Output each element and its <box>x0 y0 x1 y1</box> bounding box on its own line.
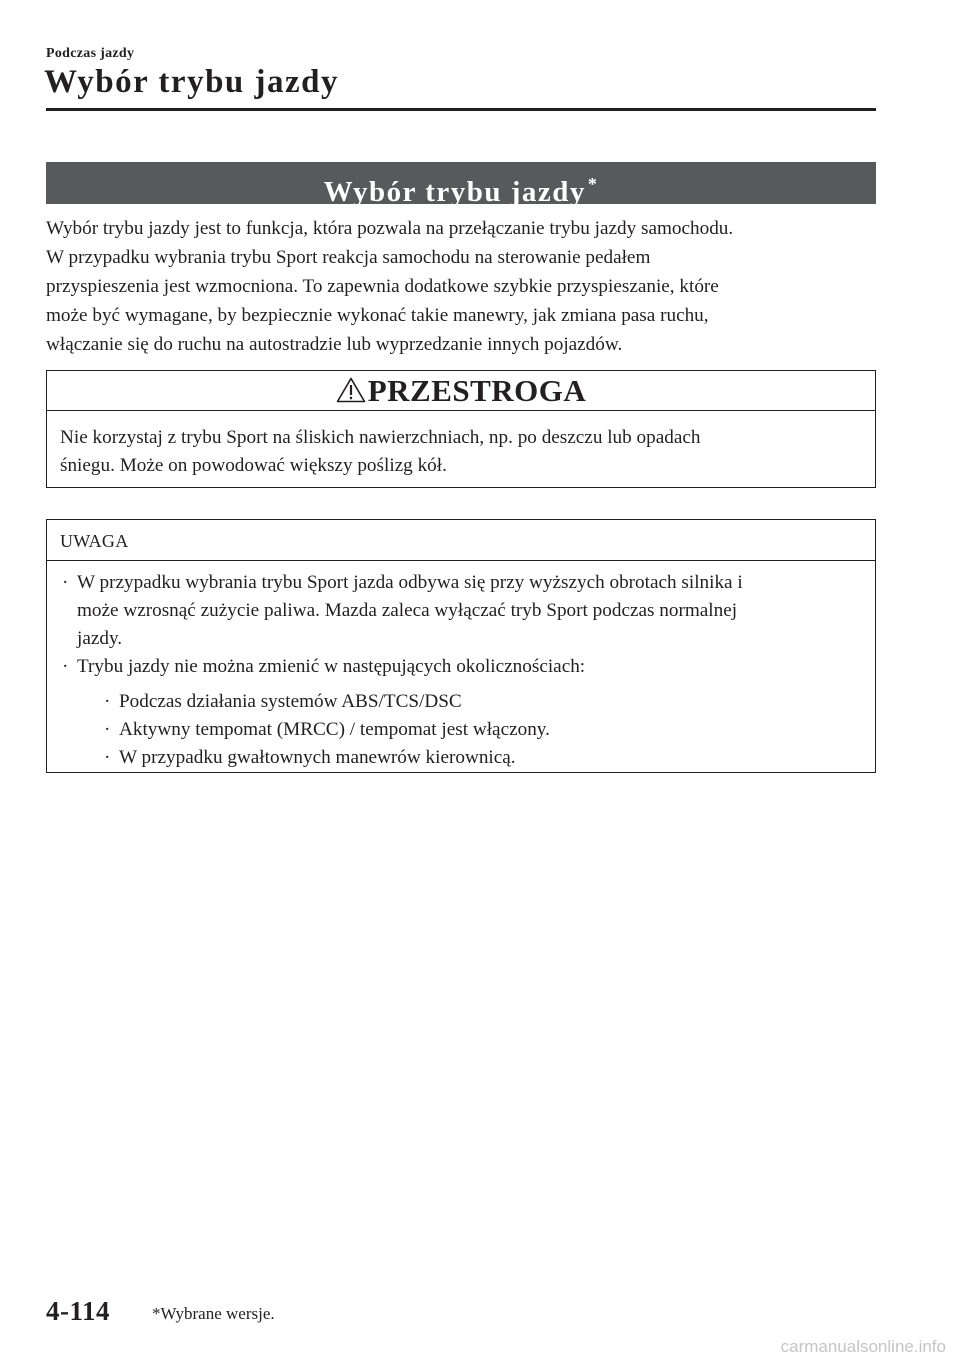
note-sub-item <box>101 688 865 716</box>
note-bullet-item <box>59 569 865 653</box>
intro-line: włączanie się do ruchu na autostradzie lub wyprzedzanie innych pojazdów. <box>46 334 623 355</box>
note-body <box>47 561 875 772</box>
bullet-dot: · <box>104 747 111 768</box>
note-sub-item <box>101 744 865 772</box>
note-line: W przypadku wybrania trybu Sport jazda odbywa się przy wyższych obrotach silnika i <box>77 572 743 593</box>
section-title: Wybór trybu jazdy <box>323 176 586 208</box>
intro-line: Wybór trybu jazdy jest to funkcja, która pozwala na przełączanie trybu jazdy samochodu. <box>46 218 734 239</box>
sub-item-text: Aktywny tempomat (MRCC) / tempomat jest włączony. <box>119 719 550 740</box>
caution-box <box>46 370 876 488</box>
sub-item-text: Podczas działania systemów ABS/TCS/DSC <box>119 691 462 712</box>
intro-line: przyspieszenia jest wzmocniona. To zapewnia dodatkowe szybkie przyspieszanie, które <box>46 276 719 297</box>
watermark: carmanualsonline.info <box>780 1337 946 1356</box>
caution-line: Nie korzystaj z trybu Sport na śliskich nawierzchniach, np. po deszczu lub opadach <box>60 427 701 448</box>
section-banner <box>46 162 876 208</box>
caution-heading-text: PRZESTROGA <box>367 373 587 408</box>
warning-triangle-icon <box>336 377 366 403</box>
chapter-label: Podczas jazdy <box>46 46 135 61</box>
footer-note: *Wybrane wersje. <box>152 1304 275 1323</box>
note-bullet-item <box>59 653 865 772</box>
note-heading: UWAGA <box>47 520 875 561</box>
note-line: może wzrosnąć zużycie paliwa. Mazda zaleca wyłączać tryb Sport podczas normalnej <box>77 600 738 621</box>
header-rule <box>46 108 876 111</box>
bullet-dot: · <box>62 656 69 677</box>
note-box <box>46 519 876 773</box>
sub-item-text: W przypadku gwałtownych manewrów kierownicą. <box>119 747 516 768</box>
bullet-dot: · <box>62 572 69 593</box>
note-line: Trybu jazdy nie można zmienić w następujących okolicznościach: <box>77 656 586 677</box>
note-sub-list <box>77 688 865 772</box>
note-sub-item <box>101 716 865 744</box>
page-header-title: Wybór trybu jazdy <box>44 64 340 100</box>
intro-line: może być wymagane, by bezpiecznie wykonać takie manewry, jak zmiana pasa ruchu, <box>46 305 709 326</box>
intro-paragraph <box>46 214 881 359</box>
caution-text <box>47 411 875 480</box>
note-line: jazdy. <box>77 628 123 649</box>
page-number: 4-114 <box>46 1296 111 1326</box>
optional-equipment-marker: * <box>587 174 599 194</box>
caution-line: śniegu. Może on powodować większy poślizg kół. <box>60 455 447 476</box>
bullet-dot: · <box>104 691 111 712</box>
intro-line: W przypadku wybrania trybu Sport reakcja samochodu na sterowanie pedałem <box>46 247 651 268</box>
bullet-dot: · <box>104 719 111 740</box>
caution-heading <box>47 371 875 411</box>
